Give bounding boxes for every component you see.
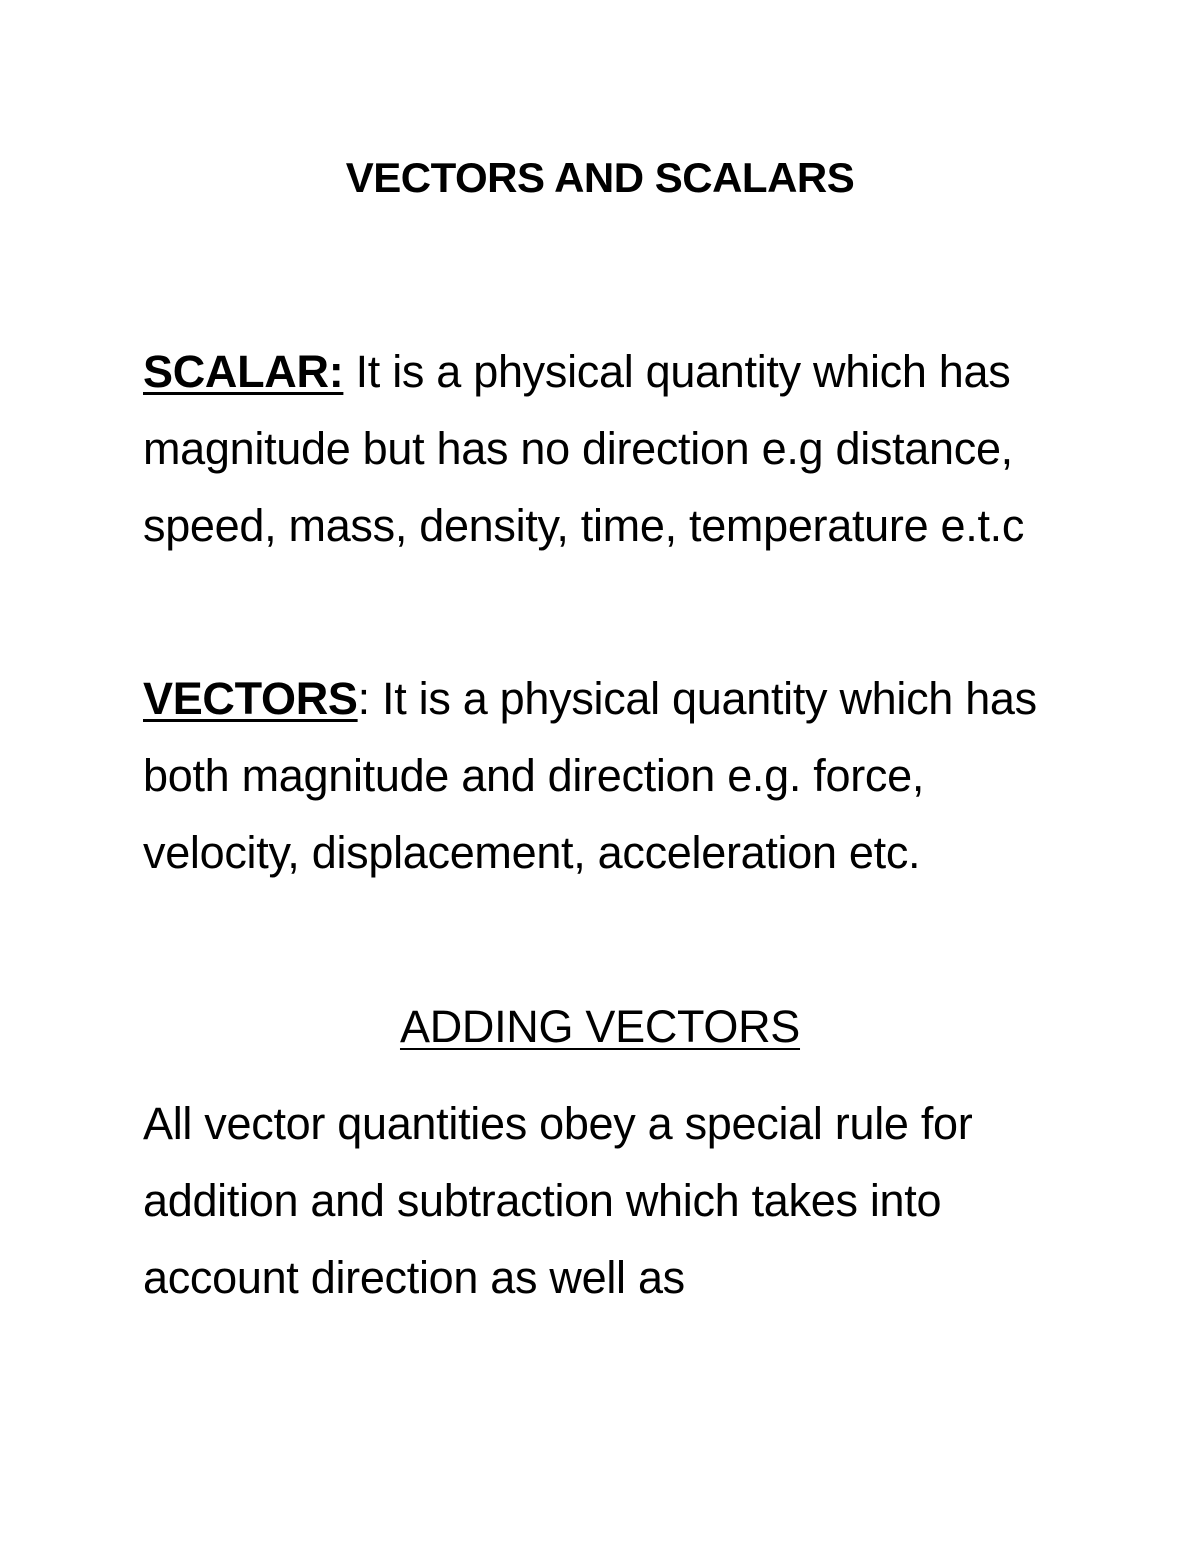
- page-title: VECTORS AND SCALARS: [345, 154, 855, 201]
- scalar-definition: [143, 333, 1073, 564]
- adding-vectors-heading: ADDING VECTORS: [399, 1001, 801, 1052]
- vectors-definition-text: : It is a physical quantity which has both magnitude and direction e.g. force, velocity, displacement, acceleration etc.: [143, 673, 1037, 878]
- adding-vectors-paragraph: All vector quantities obey a special rule for addition and subtraction which takes into account direction as well as: [143, 1098, 973, 1303]
- scalar-definition-text: It is a physical quantity which has magnitude but has no direction e.g distance, speed, mass, density, time, temperature e.t.c: [143, 346, 1025, 551]
- vectors-definition: [143, 660, 1073, 891]
- scalar-term: SCALAR:: [143, 346, 344, 397]
- vectors-term: VECTORS: [143, 673, 358, 724]
